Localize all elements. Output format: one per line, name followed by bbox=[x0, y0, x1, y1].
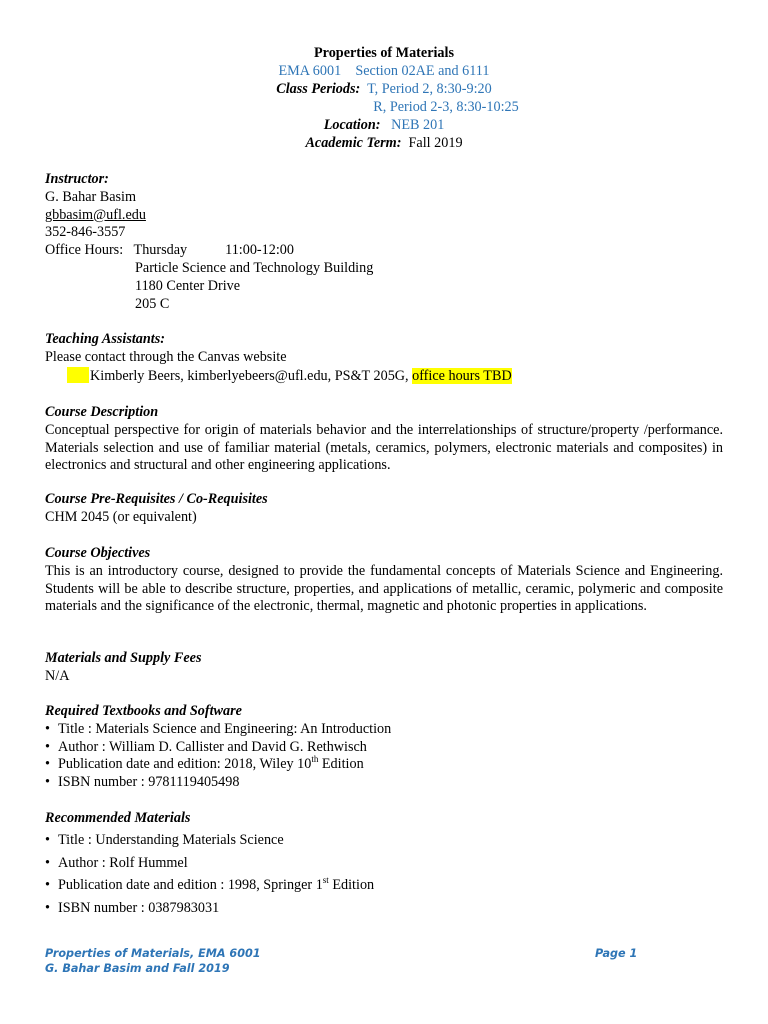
location-line bbox=[0, 117, 768, 135]
footer-page-number: Page 1 bbox=[595, 947, 638, 960]
textbook-pub-suffix: Edition bbox=[318, 756, 364, 773]
office-hours-label: Office Hours: bbox=[45, 242, 124, 259]
objectives-heading: Course Objectives bbox=[45, 545, 151, 561]
textbook-author: • Author : William D. Callister and David G. Rethwisch bbox=[45, 739, 723, 757]
recommended-heading: Recommended Materials bbox=[45, 810, 191, 826]
description-heading: Course Description bbox=[45, 404, 159, 420]
instructor-phone: 352-846-3557 bbox=[45, 224, 126, 241]
office-hours-day: Thursday bbox=[133, 242, 188, 259]
location-value: NEB 201 bbox=[391, 117, 445, 133]
course-line: EMA 6001 Section 02AE and 6111 bbox=[278, 63, 490, 79]
document-title: Properties of Materials bbox=[314, 45, 454, 61]
recommended-pub-sup: st bbox=[322, 875, 329, 886]
ta-section bbox=[45, 331, 723, 385]
textbook-publication bbox=[45, 756, 723, 774]
class-periods-value-2: R, Period 2-3, 8:30-10:25 bbox=[373, 99, 519, 115]
office-room: 205 C bbox=[135, 295, 170, 312]
instructor-heading: Instructor: bbox=[45, 171, 109, 187]
textbooks-heading: Required Textbooks and Software bbox=[45, 703, 242, 719]
prereq-text: CHM 2045 (or equivalent) bbox=[45, 508, 197, 525]
prereq-section bbox=[45, 491, 723, 527]
objectives-text: This is an introductory course, designed to provide the fundamental concepts of Materials Science and Engineering. Students will be able to describe structure, properties, and applications of metallic, ceramic, polymeric and composite materials and the significance of the electronic, thermal, magnetic and photonic properties in applications. bbox=[45, 562, 723, 615]
textbook-title: • Title : Materials Science and Engineering: An Introduction bbox=[45, 721, 723, 739]
fees-text: N/A bbox=[45, 667, 70, 684]
location-label: Location: bbox=[323, 117, 381, 133]
recommended-section bbox=[45, 810, 723, 922]
recommended-publication bbox=[45, 877, 723, 895]
fees-heading: Materials and Supply Fees bbox=[45, 650, 202, 666]
class-periods-value-1: T, Period 2, 8:30-9:20 bbox=[367, 81, 492, 97]
term-label: Academic Term: bbox=[305, 135, 402, 151]
description-section bbox=[45, 404, 723, 475]
description-text: Conceptual perspective for origin of materials behavior and the interrelationships of structure/property /performance. Materials selection and use of familiar material (metals, ceramics, polymers, electronic materials and composites) in electronics and structural and other engineering applications. bbox=[45, 421, 723, 474]
instructor-section bbox=[45, 171, 723, 313]
highlight-marker bbox=[67, 367, 89, 383]
office-hours-time: 11:00-12:00 bbox=[225, 242, 294, 259]
instructor-email-link[interactable]: gbbasim@ufl.edu bbox=[45, 206, 146, 223]
ta-heading: Teaching Assistants: bbox=[45, 331, 165, 347]
prereq-heading: Course Pre-Requisites / Co-Requisites bbox=[45, 491, 268, 507]
ta-details: kimberlyebeers@ufl.edu, PS&T 205G, bbox=[183, 367, 413, 384]
textbook-pub-text: Publication date and edition: 2018, Wiley 10 bbox=[58, 756, 312, 773]
recommended-title: • Title : Understanding Materials Science bbox=[45, 832, 723, 850]
term-value: Fall 2019 bbox=[408, 135, 463, 151]
recommended-pub-text: Publication date and edition : 1998, Springer 1 bbox=[58, 877, 323, 894]
recommended-author: • Author : Rolf Hummel bbox=[45, 855, 723, 873]
ta-note: Please contact through the Canvas website bbox=[45, 348, 287, 365]
recommended-isbn: • ISBN number : 0387983031 bbox=[45, 900, 723, 918]
ta-office-hours: office hours TBD bbox=[412, 367, 512, 384]
page-footer bbox=[45, 946, 723, 976]
ta-name: Kimberly Beers bbox=[90, 367, 181, 384]
class-periods-line bbox=[0, 81, 768, 99]
term-line bbox=[0, 135, 768, 153]
office-street: 1180 Center Drive bbox=[135, 277, 241, 294]
instructor-name: G. Bahar Basim bbox=[45, 188, 137, 205]
class-periods-line-2 bbox=[0, 99, 768, 117]
footer-author-term: G. Bahar Basim and Fall 2019 bbox=[45, 962, 230, 975]
ta-entry bbox=[45, 367, 723, 386]
footer-course: Properties of Materials, EMA 6001 bbox=[45, 947, 261, 960]
fees-section bbox=[45, 650, 723, 686]
textbooks-section bbox=[45, 703, 723, 792]
document-header bbox=[0, 45, 768, 153]
ta-separator: , bbox=[180, 367, 184, 384]
recommended-pub-suffix: Edition bbox=[328, 877, 375, 894]
class-periods-label: Class Periods: bbox=[276, 81, 361, 97]
textbook-pub-sup: th bbox=[311, 754, 319, 765]
textbook-isbn: • ISBN number : 9781119405498 bbox=[45, 774, 723, 792]
objectives-section bbox=[45, 545, 723, 616]
office-hours-line bbox=[45, 242, 723, 260]
office-building: Particle Science and Technology Building bbox=[135, 259, 374, 276]
